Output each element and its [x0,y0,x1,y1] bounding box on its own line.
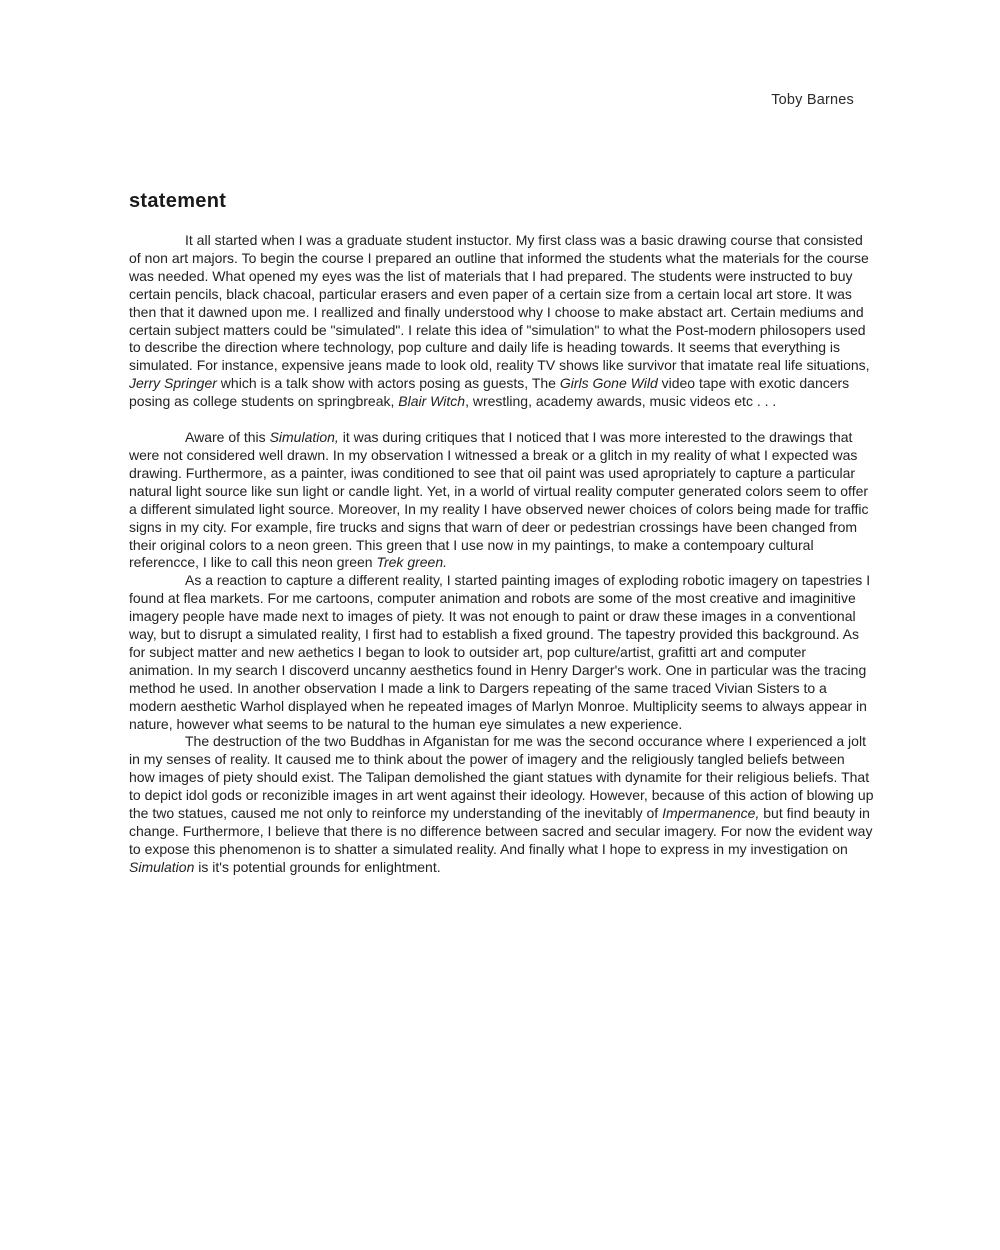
paragraph [129,572,874,733]
text-run: Aware of this [185,429,270,446]
document-heading: statement [129,190,227,212]
paragraph [129,429,874,572]
paragraph [129,232,874,411]
italic-text: Simulation, [269,429,339,446]
document-body [129,232,874,877]
text-run: , wrestling, academy awards, music videos etc . . . [465,393,777,410]
text-run: but find beauty in change. Furthermore, I believe that there is no difference between sacred and secular imagery. For now the evident way to expose this phenomenon is to shatter a simulated reality. And finally what I hope to express in my investigation on [129,805,873,857]
text-run: it was during critiques that I noticed that I was more interested to the drawings that were not considered well drawn. In my observation I witnessed a break or a glitch in my reality of what I expected was drawing. Furthermore, as a painter, iwas conditioned to see that oil paint was used apropriately to capture a particular natural light source like sun light or candle light. Yet, in a world of virtual reality computer generated colors seem to offer a different simulated light source. Moreover, In my reality I have observed newer choices of colors being made for traffic signs in my city. For example, fire trucks and signs that warn of deer or pedestrian crossings have been changed from their original colors to a neon green. This green that I use now in my paintings, to make a contempoary cultural referencce, I like to call this neon green [129,429,869,571]
text-run: video tape with exotic dancers posing as college students on springbreak, [129,375,850,410]
paragraph [129,733,874,876]
italic-text: Impermanence, [662,805,760,822]
italic-text: Girls Gone Wild [559,375,658,392]
text-run: is it's potential grounds for enlightment. [194,858,441,875]
author-name: Toby Barnes [771,92,854,108]
text-run: which is a talk show with actors posing as guests, The [216,375,560,392]
text-run: As a reaction to capture a different reality, I started painting images of exploding robotic imagery on tapestries I found at flea markets. For me cartoons, computer animation and robots are some of the most creative and imaginitive imagery people have made next to images of piety. It was not enough to paint or draw these images in a conventional way, but to disrupt a simulated reality, I first had to establish a fixed ground. The tapestry provided this background. As for subject matter and new aethetics I began to look to outsider art, pop culture/artist, grafitti art and computer animation. In my search I discoverd uncanny aesthetics found in Henry Darger's work. One in particular was the tracing method he used. In another observation I made a link to Dargers repeating of the same traced Vivian Sisters to a modern aesthetic Warhol displayed when he repeated images of Marlyn Monroe. Multiplicity seems to always appear in nature, however what seems to be natural to the human eye simulates a new experience. [129,572,871,732]
italic-text: Jerry Springer [129,375,217,392]
text-run: It all started when I was a graduate student instuctor. My first class was a basic drawing course that consisted of non art majors. To begin the course I prepared an outline that informed the students what the materials for the course was needed. What opened my eyes was the list of materials that I had prepared. The students were instructed to buy certain pencils, black chacoal, particular erasers and even paper of a certain size from a certain local art store. It was then that it dawned upon me. I reallized and finally understood why I choose to make abstact art. Certain mediums and certain subject matters could be "simulated". I relate this idea of "simulation" to what the Post-modern philosopers used to describe the direction where technology, pop culture and daily life is heading towards. It seems that everything is simulated. For instance, expensive jeans made to look old, reality TV shows like survivor that imatate real life situations, [129,232,870,374]
italic-text: Trek green. [376,554,448,571]
italic-text: Simulation [129,858,195,875]
text-run: The destruction of the two Buddhas in Afganistan for me was the second occurance where I experienced a jolt in my senses of reality. It caused me to think about the power of imagery and the religiously tangled beliefs between how images of piety should exist. The Talipan demolished the giant statues with dynamite for their religious beliefs. That to depict idol gods or reconizible images in art went against their ideology. However, because of this action of blowing up the two statues, caused me not only to reinforce my understanding of the inevitably of [129,733,874,822]
italic-text: Blair Witch [398,393,466,410]
